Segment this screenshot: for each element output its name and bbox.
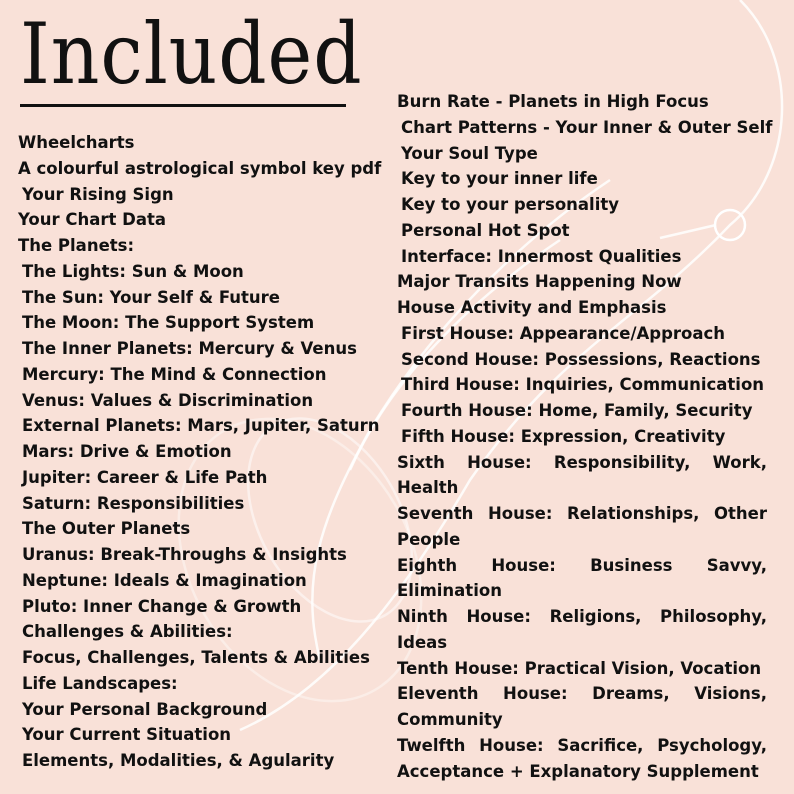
list-item: Fifth House: Expression, Creativity	[401, 426, 726, 446]
list-item: Challenges & Abilities:	[22, 622, 233, 642]
list-item: Eleventh House: Dreams, Visions, Community	[397, 684, 767, 729]
list-item: Wheelcharts	[18, 133, 135, 152]
list-item: Tenth House: Practical Vision, Vocation	[397, 658, 762, 678]
included-list-left	[18, 130, 381, 774]
list-item: Your Soul Type	[401, 143, 538, 163]
list-item: Life Landscapes:	[22, 673, 178, 693]
list-item: The Lights: Sun & Moon	[22, 261, 244, 281]
list-item: Sixth House: Responsibility, Work, Health	[397, 452, 767, 498]
list-item: Your Personal Background	[22, 699, 268, 719]
list-item: Uranus: Break-Throughs & Insights	[22, 545, 347, 564]
list-item: Chart Patterns - Your Inner & Outer Self	[401, 117, 773, 137]
list-item: Seventh House: Relationships, Other People	[397, 504, 767, 549]
list-item: Twelfth House: Sacrifice, Psychology, Acceptance + Explanatory Supplement	[397, 735, 767, 781]
list-item: Elements, Modalities, & Agularity	[22, 751, 335, 770]
list-item: Key to your personality	[401, 195, 620, 214]
list-item: Eighth House: Business Savvy, Elimination	[397, 555, 767, 601]
list-item: Mars: Drive & Emotion	[22, 442, 232, 461]
title-underline	[20, 104, 346, 107]
list-item: Second House: Possessions, Reactions	[401, 349, 761, 369]
list-item: The Inner Planets: Mercury & Venus	[22, 339, 357, 358]
list-item: Saturn: Responsibilities	[22, 493, 245, 513]
list-item: Major Transits Happening Now	[397, 272, 682, 292]
list-item: The Outer Planets	[22, 519, 191, 539]
list-item: Neptune: Ideals & Imagination	[22, 570, 307, 590]
list-item: The Moon: The Support System	[22, 313, 315, 333]
list-item: Ninth House: Religions, Philosophy, Ideas	[397, 607, 767, 652]
page-title: Included	[20, 5, 363, 103]
list-item: Venus: Values & Discrimination	[22, 390, 314, 410]
list-item: Fourth House: Home, Family, Security	[401, 401, 753, 420]
list-item: Your Chart Data	[18, 210, 167, 230]
list-item: Your Rising Sign	[22, 184, 174, 204]
list-item: Your Current Situation	[22, 725, 232, 745]
list-item: Pluto: Inner Change & Growth	[22, 596, 302, 616]
list-item: The Planets:	[18, 236, 135, 255]
list-item: The Sun: Your Self & Future	[22, 287, 280, 307]
list-item: First House: Appearance/Approach	[401, 323, 726, 343]
list-item: House Activity and Emphasis	[397, 298, 667, 317]
list-item: Interface: Innermost Qualities	[401, 246, 682, 266]
list-item: Jupiter: Career & Life Path	[22, 467, 268, 487]
list-item: Third House: Inquiries, Communication	[401, 375, 765, 395]
list-item: Burn Rate - Planets in High Focus	[397, 92, 709, 111]
list-item: Focus, Challenges, Talents & Abilities	[22, 648, 370, 667]
list-item: Mercury: The Mind & Connection	[22, 364, 327, 384]
list-item: External Planets: Mars, Jupiter, Saturn	[22, 416, 380, 436]
included-list-right	[397, 89, 773, 784]
list-item: A colourful astrological symbol key pdf	[18, 158, 382, 178]
list-item: Personal Hot Spot	[401, 220, 570, 240]
list-item: Key to your inner life	[401, 169, 598, 189]
